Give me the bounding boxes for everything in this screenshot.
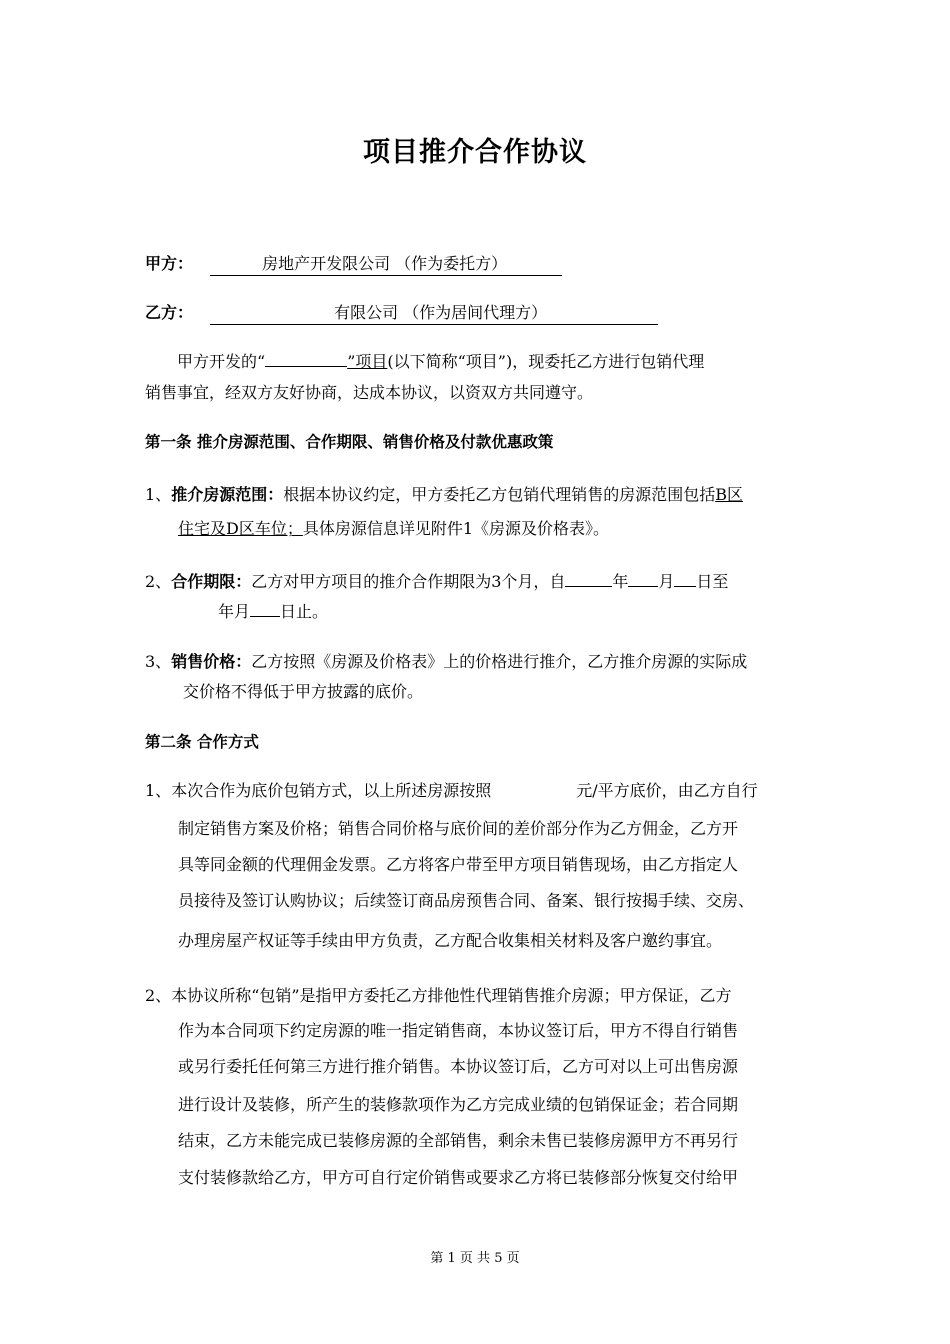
month-blank	[628, 568, 658, 587]
item-text: 本协议所称“包销”是指甲方委托乙方排他性代理销售推介房源；甲方保证，乙方	[171, 986, 732, 1005]
item-number: 1、	[145, 485, 172, 504]
item-text: 年月	[218, 602, 251, 621]
item-text: 本次合作为底价包销方式，以上所述房源按照	[171, 781, 492, 800]
page-footer: 第 1 页 共 5 页	[430, 1251, 520, 1266]
article-2-item-2-line-5: 结束，乙方未能完成已装修房源的全部销售，剩余未售已装修房源甲方不再另行	[178, 1131, 739, 1150]
item-underlined: 住宅及D区车位；	[178, 519, 303, 538]
article-2-item-1-line-3: 具等同金额的代理佣金发票。乙方将客户带至甲方项目销售现场，由乙方指定人	[178, 855, 739, 874]
article-1-heading: 第一条 推介房源范围、合作期限、销售价格及付款优惠政策	[145, 433, 554, 451]
item-text: 根据本协议约定，甲方委托乙方包销代理销售的房源范围包括	[283, 485, 716, 504]
party-a-line	[145, 253, 562, 276]
end-day-blank	[250, 598, 280, 617]
day-to-label: 日至	[696, 572, 729, 591]
item-text: 日止。	[280, 602, 329, 621]
month-label: 月	[658, 572, 675, 591]
article-1-item-2-line-1	[145, 566, 728, 597]
party-a-label: 甲方：	[145, 254, 194, 273]
party-b-text: 有限公司 （作为居间代理方）	[334, 303, 548, 322]
article-1-item-3-line-2: 交价格不得低于甲方披露的底价。	[183, 682, 424, 701]
article-2-item-2-line-3: 或另行委托任何第三方进行推介销售。本协议签订后，乙方可对以上可出售房源	[178, 1057, 739, 1076]
article-1-item-1-line-2	[178, 513, 609, 544]
item-text: 元/平方底价，由乙方自行	[576, 781, 758, 800]
intro-line1-rest: (以下简称“项目”)，现委托乙方进行包销代理	[387, 352, 705, 371]
item-label: 销售价格：	[171, 652, 252, 671]
article-2-item-1-line-4: 员接待及签订认购协议；后续签订商品房预售合同、备案、银行按揭手续、交房、	[178, 891, 755, 910]
item-number: 3、	[145, 652, 172, 671]
item-text: 乙方对甲方项目的推介合作期限为3个月，自	[251, 572, 566, 591]
intro-suffix: ”项目	[347, 352, 388, 371]
article-2-item-2-line-4: 进行设计及装修，所产生的装修款项作为乙方完成业绩的包销保证金；若合同期	[178, 1095, 739, 1114]
item-text: 乙方按照《房源及价格表》上的价格进行推介，乙方推介房源的实际成	[251, 652, 748, 671]
item-label: 合作期限：	[171, 572, 252, 591]
article-2-item-1-line-1	[145, 775, 758, 806]
party-b-value	[210, 302, 658, 325]
intro-line-2: 销售事宜，经双方友好协商，达成本协议，以资双方共同遵守。	[145, 383, 594, 402]
year-blank	[565, 568, 612, 587]
item-text: 具体房源信息详见附件1《房源及价格表》。	[302, 519, 610, 538]
party-a-value	[210, 253, 562, 276]
article-1-item-1-line-1	[145, 479, 743, 510]
article-1-item-2-line-2	[218, 596, 328, 627]
article-2-item-2-line-6: 支付装修款给乙方，甲方可自行定价销售或要求乙方将已装修部分恢复交付给甲	[178, 1168, 739, 1187]
intro-prefix: 甲方开发的“	[177, 352, 266, 371]
item-number: 1、	[145, 781, 172, 800]
intro-line-1	[177, 346, 704, 377]
article-2-heading: 第二条 合作方式	[145, 733, 259, 751]
item-label: 推介房源范围：	[171, 485, 284, 504]
article-2-item-1-line-2: 制定销售方案及价格；销售合同价格与底价间的差价部分作为乙方佣金，乙方开	[178, 819, 739, 838]
article-2-item-1-line-5: 办理房屋产权证等手续由甲方负责，乙方配合收集相关材料及客户邀约事宜。	[178, 931, 723, 950]
article-1-item-3-line-1	[145, 646, 747, 677]
day-blank	[674, 568, 696, 587]
party-a-text: 房地产开发限公司 （作为委托方）	[262, 254, 508, 273]
article-2-item-2-line-2: 作为本合同项下约定房源的唯一指定销售商，本协议签订后，甲方不得自行销售	[178, 1021, 739, 1040]
document-title: 项目推介合作协议	[363, 137, 587, 168]
article-2-item-2-line-1	[145, 980, 732, 1011]
year-label: 年	[612, 572, 629, 591]
project-name-blank	[265, 348, 347, 367]
party-b-label: 乙方：	[145, 303, 194, 322]
item-number: 2、	[145, 986, 172, 1005]
party-b-line	[145, 302, 658, 325]
item-underlined: B区	[715, 485, 743, 504]
item-number: 2、	[145, 572, 172, 591]
